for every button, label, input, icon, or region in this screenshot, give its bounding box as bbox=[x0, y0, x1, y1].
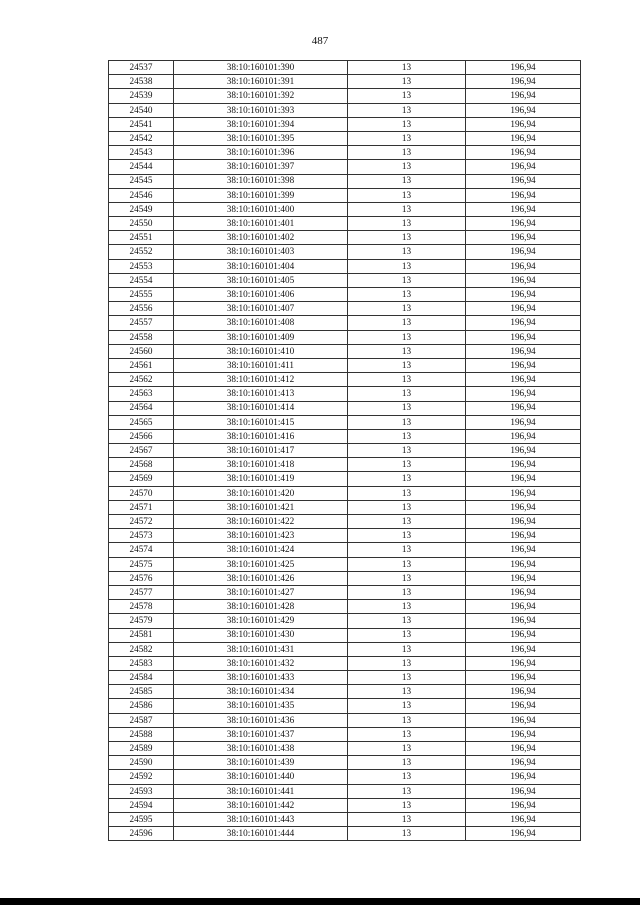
record-number-cell: 24583 bbox=[109, 656, 174, 670]
record-number-cell: 24537 bbox=[109, 61, 174, 75]
cadastral-number-cell: 38:10:160101:396 bbox=[174, 146, 348, 160]
record-number-cell: 24551 bbox=[109, 231, 174, 245]
area-cell: 196,94 bbox=[466, 770, 581, 784]
record-number-cell: 24578 bbox=[109, 600, 174, 614]
area-cell: 196,94 bbox=[466, 387, 581, 401]
cadastral-table bbox=[108, 60, 581, 841]
table-row bbox=[109, 600, 581, 614]
cadastral-number-cell: 38:10:160101:426 bbox=[174, 571, 348, 585]
area-cell: 196,94 bbox=[466, 288, 581, 302]
cadastral-number-cell: 38:10:160101:395 bbox=[174, 131, 348, 145]
table-row bbox=[109, 770, 581, 784]
cadastral-number-cell: 38:10:160101:414 bbox=[174, 401, 348, 415]
record-number-cell: 24556 bbox=[109, 302, 174, 316]
area-cell: 196,94 bbox=[466, 160, 581, 174]
area-cell: 196,94 bbox=[466, 543, 581, 557]
table-row bbox=[109, 288, 581, 302]
count-cell: 13 bbox=[348, 458, 466, 472]
count-cell: 13 bbox=[348, 259, 466, 273]
area-cell: 196,94 bbox=[466, 444, 581, 458]
table-row bbox=[109, 656, 581, 670]
table-row bbox=[109, 259, 581, 273]
record-number-cell: 24570 bbox=[109, 486, 174, 500]
cadastral-number-cell: 38:10:160101:444 bbox=[174, 827, 348, 841]
table-row bbox=[109, 131, 581, 145]
count-cell: 13 bbox=[348, 770, 466, 784]
table-row bbox=[109, 103, 581, 117]
table-row bbox=[109, 756, 581, 770]
table-row bbox=[109, 146, 581, 160]
table-row bbox=[109, 798, 581, 812]
record-number-cell: 24552 bbox=[109, 245, 174, 259]
cadastral-number-cell: 38:10:160101:443 bbox=[174, 812, 348, 826]
table-row bbox=[109, 202, 581, 216]
cadastral-number-cell: 38:10:160101:402 bbox=[174, 231, 348, 245]
table-row bbox=[109, 117, 581, 131]
cadastral-number-cell: 38:10:160101:419 bbox=[174, 472, 348, 486]
count-cell: 13 bbox=[348, 75, 466, 89]
table-row bbox=[109, 628, 581, 642]
count-cell: 13 bbox=[348, 742, 466, 756]
table-row bbox=[109, 557, 581, 571]
count-cell: 13 bbox=[348, 373, 466, 387]
cadastral-number-cell: 38:10:160101:421 bbox=[174, 500, 348, 514]
area-cell: 196,94 bbox=[466, 812, 581, 826]
cadastral-number-cell: 38:10:160101:397 bbox=[174, 160, 348, 174]
cadastral-number-cell: 38:10:160101:429 bbox=[174, 614, 348, 628]
record-number-cell: 24544 bbox=[109, 160, 174, 174]
area-cell: 196,94 bbox=[466, 75, 581, 89]
area-cell: 196,94 bbox=[466, 202, 581, 216]
count-cell: 13 bbox=[348, 699, 466, 713]
count-cell: 13 bbox=[348, 628, 466, 642]
area-cell: 196,94 bbox=[466, 245, 581, 259]
area-cell: 196,94 bbox=[466, 231, 581, 245]
area-cell: 196,94 bbox=[466, 756, 581, 770]
area-cell: 196,94 bbox=[466, 330, 581, 344]
table-row bbox=[109, 358, 581, 372]
count-cell: 13 bbox=[348, 571, 466, 585]
area-cell: 196,94 bbox=[466, 727, 581, 741]
table-row bbox=[109, 571, 581, 585]
cadastral-number-cell: 38:10:160101:435 bbox=[174, 699, 348, 713]
area-cell: 196,94 bbox=[466, 685, 581, 699]
table-row bbox=[109, 75, 581, 89]
table-row bbox=[109, 429, 581, 443]
table-row bbox=[109, 316, 581, 330]
area-cell: 196,94 bbox=[466, 529, 581, 543]
count-cell: 13 bbox=[348, 727, 466, 741]
cadastral-number-cell: 38:10:160101:411 bbox=[174, 358, 348, 372]
count-cell: 13 bbox=[348, 117, 466, 131]
record-number-cell: 24565 bbox=[109, 415, 174, 429]
count-cell: 13 bbox=[348, 756, 466, 770]
count-cell: 13 bbox=[348, 103, 466, 117]
count-cell: 13 bbox=[348, 401, 466, 415]
record-number-cell: 24590 bbox=[109, 756, 174, 770]
table-row bbox=[109, 727, 581, 741]
table-row bbox=[109, 458, 581, 472]
record-number-cell: 24588 bbox=[109, 727, 174, 741]
cadastral-number-cell: 38:10:160101:441 bbox=[174, 784, 348, 798]
record-number-cell: 24538 bbox=[109, 75, 174, 89]
count-cell: 13 bbox=[348, 600, 466, 614]
count-cell: 13 bbox=[348, 89, 466, 103]
cadastral-number-cell: 38:10:160101:399 bbox=[174, 188, 348, 202]
table-row bbox=[109, 685, 581, 699]
area-cell: 196,94 bbox=[466, 784, 581, 798]
cadastral-number-cell: 38:10:160101:400 bbox=[174, 202, 348, 216]
area-cell: 196,94 bbox=[466, 515, 581, 529]
table-row bbox=[109, 529, 581, 543]
cadastral-number-cell: 38:10:160101:418 bbox=[174, 458, 348, 472]
record-number-cell: 24571 bbox=[109, 500, 174, 514]
cadastral-number-cell: 38:10:160101:398 bbox=[174, 174, 348, 188]
area-cell: 196,94 bbox=[466, 103, 581, 117]
record-number-cell: 24576 bbox=[109, 571, 174, 585]
count-cell: 13 bbox=[348, 415, 466, 429]
count-cell: 13 bbox=[348, 486, 466, 500]
record-number-cell: 24554 bbox=[109, 273, 174, 287]
record-number-cell: 24543 bbox=[109, 146, 174, 160]
area-cell: 196,94 bbox=[466, 89, 581, 103]
area-cell: 196,94 bbox=[466, 699, 581, 713]
area-cell: 196,94 bbox=[466, 628, 581, 642]
cadastral-number-cell: 38:10:160101:407 bbox=[174, 302, 348, 316]
area-cell: 196,94 bbox=[466, 571, 581, 585]
area-cell: 196,94 bbox=[466, 188, 581, 202]
cadastral-number-cell: 38:10:160101:434 bbox=[174, 685, 348, 699]
table-row bbox=[109, 61, 581, 75]
record-number-cell: 24584 bbox=[109, 671, 174, 685]
record-number-cell: 24585 bbox=[109, 685, 174, 699]
table-row bbox=[109, 231, 581, 245]
record-number-cell: 24569 bbox=[109, 472, 174, 486]
cadastral-number-cell: 38:10:160101:433 bbox=[174, 671, 348, 685]
cadastral-number-cell: 38:10:160101:436 bbox=[174, 713, 348, 727]
count-cell: 13 bbox=[348, 472, 466, 486]
record-number-cell: 24560 bbox=[109, 344, 174, 358]
count-cell: 13 bbox=[348, 798, 466, 812]
count-cell: 13 bbox=[348, 685, 466, 699]
area-cell: 196,94 bbox=[466, 614, 581, 628]
area-cell: 196,94 bbox=[466, 401, 581, 415]
count-cell: 13 bbox=[348, 529, 466, 543]
area-cell: 196,94 bbox=[466, 415, 581, 429]
count-cell: 13 bbox=[348, 160, 466, 174]
record-number-cell: 24564 bbox=[109, 401, 174, 415]
count-cell: 13 bbox=[348, 358, 466, 372]
area-cell: 196,94 bbox=[466, 486, 581, 500]
table-row bbox=[109, 387, 581, 401]
cadastral-number-cell: 38:10:160101:413 bbox=[174, 387, 348, 401]
area-cell: 196,94 bbox=[466, 217, 581, 231]
count-cell: 13 bbox=[348, 245, 466, 259]
record-number-cell: 24595 bbox=[109, 812, 174, 826]
record-number-cell: 24566 bbox=[109, 429, 174, 443]
cadastral-number-cell: 38:10:160101:437 bbox=[174, 727, 348, 741]
record-number-cell: 24573 bbox=[109, 529, 174, 543]
area-cell: 196,94 bbox=[466, 713, 581, 727]
count-cell: 13 bbox=[348, 231, 466, 245]
table-row bbox=[109, 543, 581, 557]
table-row bbox=[109, 642, 581, 656]
table-row bbox=[109, 699, 581, 713]
record-number-cell: 24568 bbox=[109, 458, 174, 472]
record-number-cell: 24586 bbox=[109, 699, 174, 713]
table-row bbox=[109, 486, 581, 500]
cadastral-number-cell: 38:10:160101:390 bbox=[174, 61, 348, 75]
count-cell: 13 bbox=[348, 61, 466, 75]
area-cell: 196,94 bbox=[466, 302, 581, 316]
count-cell: 13 bbox=[348, 585, 466, 599]
count-cell: 13 bbox=[348, 330, 466, 344]
area-cell: 196,94 bbox=[466, 656, 581, 670]
cadastral-number-cell: 38:10:160101:391 bbox=[174, 75, 348, 89]
table-row bbox=[109, 89, 581, 103]
cadastral-number-cell: 38:10:160101:417 bbox=[174, 444, 348, 458]
table-row bbox=[109, 415, 581, 429]
table-row bbox=[109, 812, 581, 826]
area-cell: 196,94 bbox=[466, 458, 581, 472]
area-cell: 196,94 bbox=[466, 671, 581, 685]
table-row bbox=[109, 585, 581, 599]
cadastral-number-cell: 38:10:160101:432 bbox=[174, 656, 348, 670]
count-cell: 13 bbox=[348, 515, 466, 529]
count-cell: 13 bbox=[348, 302, 466, 316]
table-row bbox=[109, 742, 581, 756]
record-number-cell: 24541 bbox=[109, 117, 174, 131]
cadastral-number-cell: 38:10:160101:442 bbox=[174, 798, 348, 812]
cadastral-number-cell: 38:10:160101:392 bbox=[174, 89, 348, 103]
cadastral-number-cell: 38:10:160101:423 bbox=[174, 529, 348, 543]
table-row bbox=[109, 614, 581, 628]
cadastral-number-cell: 38:10:160101:431 bbox=[174, 642, 348, 656]
table-row bbox=[109, 217, 581, 231]
record-number-cell: 24558 bbox=[109, 330, 174, 344]
record-number-cell: 24540 bbox=[109, 103, 174, 117]
area-cell: 196,94 bbox=[466, 429, 581, 443]
table-row bbox=[109, 160, 581, 174]
table-row bbox=[109, 373, 581, 387]
area-cell: 196,94 bbox=[466, 131, 581, 145]
table-row bbox=[109, 827, 581, 841]
count-cell: 13 bbox=[348, 614, 466, 628]
record-number-cell: 24579 bbox=[109, 614, 174, 628]
table-row bbox=[109, 302, 581, 316]
table-row bbox=[109, 188, 581, 202]
table-row bbox=[109, 784, 581, 798]
cadastral-number-cell: 38:10:160101:422 bbox=[174, 515, 348, 529]
area-cell: 196,94 bbox=[466, 585, 581, 599]
table-row bbox=[109, 273, 581, 287]
table-row bbox=[109, 671, 581, 685]
cadastral-number-cell: 38:10:160101:409 bbox=[174, 330, 348, 344]
cadastral-number-cell: 38:10:160101:408 bbox=[174, 316, 348, 330]
record-number-cell: 24555 bbox=[109, 288, 174, 302]
count-cell: 13 bbox=[348, 557, 466, 571]
cadastral-number-cell: 38:10:160101:403 bbox=[174, 245, 348, 259]
area-cell: 196,94 bbox=[466, 500, 581, 514]
table-row bbox=[109, 344, 581, 358]
cadastral-number-cell: 38:10:160101:415 bbox=[174, 415, 348, 429]
cadastral-number-cell: 38:10:160101:404 bbox=[174, 259, 348, 273]
record-number-cell: 24567 bbox=[109, 444, 174, 458]
table-row bbox=[109, 515, 581, 529]
cadastral-number-cell: 38:10:160101:420 bbox=[174, 486, 348, 500]
page-number: 487 bbox=[311, 35, 329, 47]
count-cell: 13 bbox=[348, 387, 466, 401]
record-number-cell: 24553 bbox=[109, 259, 174, 273]
record-number-cell: 24587 bbox=[109, 713, 174, 727]
record-number-cell: 24582 bbox=[109, 642, 174, 656]
area-cell: 196,94 bbox=[466, 798, 581, 812]
count-cell: 13 bbox=[348, 202, 466, 216]
cadastral-number-cell: 38:10:160101:440 bbox=[174, 770, 348, 784]
area-cell: 196,94 bbox=[466, 61, 581, 75]
area-cell: 196,94 bbox=[466, 373, 581, 387]
record-number-cell: 24577 bbox=[109, 585, 174, 599]
record-number-cell: 24542 bbox=[109, 131, 174, 145]
cadastral-number-cell: 38:10:160101:424 bbox=[174, 543, 348, 557]
record-number-cell: 24589 bbox=[109, 742, 174, 756]
count-cell: 13 bbox=[348, 827, 466, 841]
cadastral-number-cell: 38:10:160101:430 bbox=[174, 628, 348, 642]
record-number-cell: 24592 bbox=[109, 770, 174, 784]
record-number-cell: 24546 bbox=[109, 188, 174, 202]
cadastral-number-cell: 38:10:160101:410 bbox=[174, 344, 348, 358]
count-cell: 13 bbox=[348, 288, 466, 302]
area-cell: 196,94 bbox=[466, 472, 581, 486]
table-row bbox=[109, 401, 581, 415]
area-cell: 196,94 bbox=[466, 642, 581, 656]
cadastral-number-cell: 38:10:160101:412 bbox=[174, 373, 348, 387]
record-number-cell: 24596 bbox=[109, 827, 174, 841]
record-number-cell: 24539 bbox=[109, 89, 174, 103]
record-number-cell: 24575 bbox=[109, 557, 174, 571]
cadastral-number-cell: 38:10:160101:428 bbox=[174, 600, 348, 614]
count-cell: 13 bbox=[348, 642, 466, 656]
record-number-cell: 24574 bbox=[109, 543, 174, 557]
table-body bbox=[109, 61, 581, 841]
scan-edge bbox=[0, 898, 640, 905]
count-cell: 13 bbox=[348, 344, 466, 358]
table-row bbox=[109, 444, 581, 458]
cadastral-number-cell: 38:10:160101:425 bbox=[174, 557, 348, 571]
area-cell: 196,94 bbox=[466, 600, 581, 614]
record-number-cell: 24572 bbox=[109, 515, 174, 529]
record-number-cell: 24562 bbox=[109, 373, 174, 387]
cadastral-number-cell: 38:10:160101:405 bbox=[174, 273, 348, 287]
cadastral-number-cell: 38:10:160101:416 bbox=[174, 429, 348, 443]
record-number-cell: 24594 bbox=[109, 798, 174, 812]
count-cell: 13 bbox=[348, 543, 466, 557]
count-cell: 13 bbox=[348, 812, 466, 826]
record-number-cell: 24550 bbox=[109, 217, 174, 231]
area-cell: 196,94 bbox=[466, 316, 581, 330]
count-cell: 13 bbox=[348, 217, 466, 231]
record-number-cell: 24561 bbox=[109, 358, 174, 372]
area-cell: 196,94 bbox=[466, 344, 581, 358]
count-cell: 13 bbox=[348, 316, 466, 330]
count-cell: 13 bbox=[348, 713, 466, 727]
table-row bbox=[109, 500, 581, 514]
area-cell: 196,94 bbox=[466, 146, 581, 160]
count-cell: 13 bbox=[348, 131, 466, 145]
cadastral-number-cell: 38:10:160101:406 bbox=[174, 288, 348, 302]
cadastral-number-cell: 38:10:160101:439 bbox=[174, 756, 348, 770]
table-row bbox=[109, 472, 581, 486]
area-cell: 196,94 bbox=[466, 117, 581, 131]
count-cell: 13 bbox=[348, 146, 466, 160]
record-number-cell: 24581 bbox=[109, 628, 174, 642]
table-row bbox=[109, 713, 581, 727]
area-cell: 196,94 bbox=[466, 358, 581, 372]
table-row bbox=[109, 330, 581, 344]
area-cell: 196,94 bbox=[466, 273, 581, 287]
area-cell: 196,94 bbox=[466, 557, 581, 571]
count-cell: 13 bbox=[348, 671, 466, 685]
record-number-cell: 24549 bbox=[109, 202, 174, 216]
count-cell: 13 bbox=[348, 273, 466, 287]
area-cell: 196,94 bbox=[466, 742, 581, 756]
cadastral-number-cell: 38:10:160101:393 bbox=[174, 103, 348, 117]
cadastral-number-cell: 38:10:160101:394 bbox=[174, 117, 348, 131]
count-cell: 13 bbox=[348, 429, 466, 443]
area-cell: 196,94 bbox=[466, 259, 581, 273]
record-number-cell: 24563 bbox=[109, 387, 174, 401]
table-row bbox=[109, 174, 581, 188]
cadastral-number-cell: 38:10:160101:427 bbox=[174, 585, 348, 599]
record-number-cell: 24593 bbox=[109, 784, 174, 798]
cadastral-number-cell: 38:10:160101:438 bbox=[174, 742, 348, 756]
count-cell: 13 bbox=[348, 656, 466, 670]
record-number-cell: 24557 bbox=[109, 316, 174, 330]
area-cell: 196,94 bbox=[466, 174, 581, 188]
cadastral-number-cell: 38:10:160101:401 bbox=[174, 217, 348, 231]
count-cell: 13 bbox=[348, 188, 466, 202]
table-row bbox=[109, 245, 581, 259]
count-cell: 13 bbox=[348, 784, 466, 798]
count-cell: 13 bbox=[348, 174, 466, 188]
area-cell: 196,94 bbox=[466, 827, 581, 841]
record-number-cell: 24545 bbox=[109, 174, 174, 188]
count-cell: 13 bbox=[348, 444, 466, 458]
count-cell: 13 bbox=[348, 500, 466, 514]
